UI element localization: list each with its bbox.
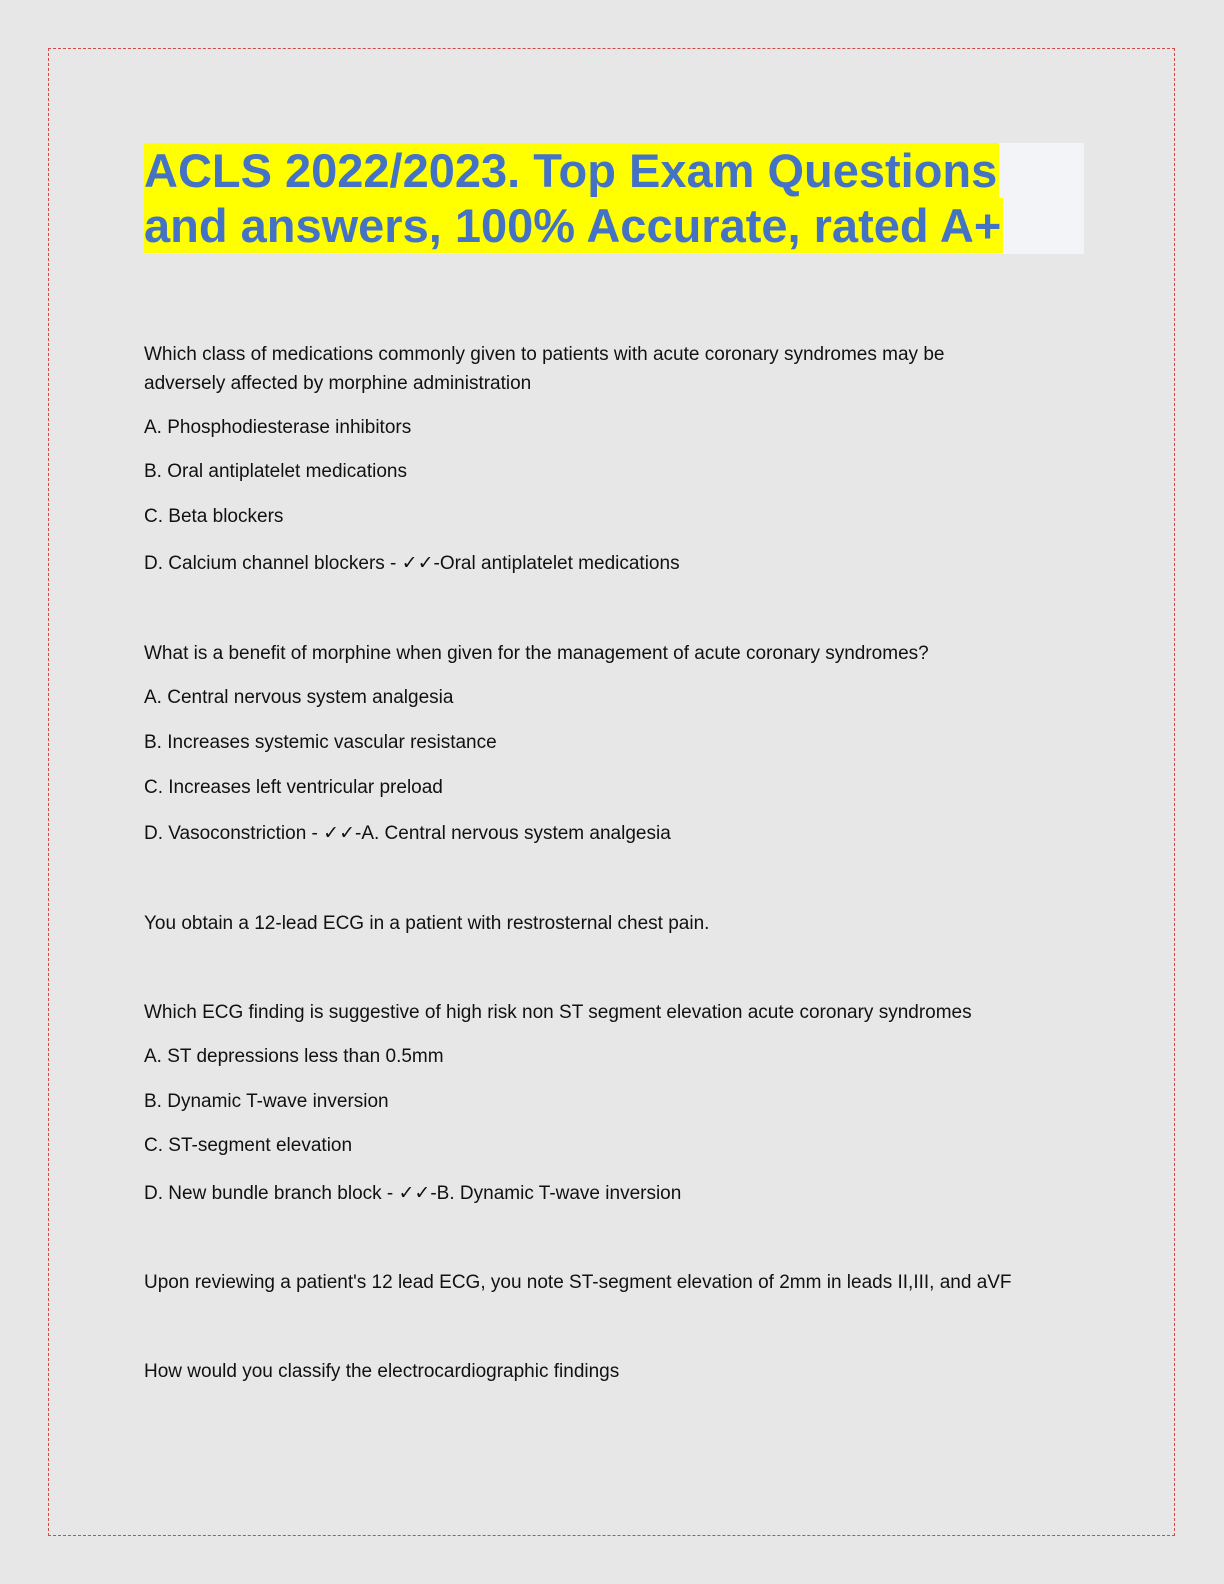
- option-2d: D. Vasoconstriction -: [144, 823, 324, 844]
- option-1b: B. Oral antiplatelet medications: [144, 461, 407, 482]
- option-3d-with-answer: [144, 1179, 681, 1208]
- answer-2: -A. Central nervous system analgesia: [355, 823, 671, 844]
- option-2c: C. Increases left ventricular preload: [144, 777, 443, 798]
- intro-4: Upon reviewing a patient's 12 lead ECG, you note ST-segment elevation of 2mm in leads II,III, and aVF: [144, 1272, 1012, 1293]
- option-2a: A. Central nervous system analgesia: [144, 687, 454, 708]
- question-1: Which class of medications commonly given to patients with acute coronary syndromes may be adversely affected by morphine administration: [144, 344, 945, 394]
- check-icon: ✓✓: [323, 822, 355, 844]
- intro-3: You obtain a 12-lead ECG in a patient with restrosternal chest pain.: [144, 913, 710, 934]
- option-1c: C. Beta blockers: [144, 506, 284, 527]
- answer-1: -Oral antiplatelet medications: [433, 553, 680, 574]
- option-2d-with-answer: [144, 819, 671, 848]
- check-icon: ✓✓: [398, 1182, 431, 1204]
- question-4: How would you classify the electrocardiographic findings: [144, 1361, 620, 1382]
- option-3a: A. ST depressions less than 0.5mm: [144, 1046, 444, 1067]
- answer-3: -B. Dynamic T-wave inversion: [430, 1183, 682, 1204]
- check-icon: ✓✓: [401, 552, 434, 574]
- title-line-2: and answers, 100% Accurate, rated A+: [144, 199, 1002, 252]
- option-3b: B. Dynamic T-wave inversion: [144, 1091, 389, 1112]
- option-1d-with-answer: [144, 549, 680, 578]
- option-1a: A. Phosphodiesterase inhibitors: [144, 417, 412, 438]
- document-title: [144, 143, 1084, 254]
- question-3: Which ECG finding is suggestive of high risk non ST segment elevation acute coronary syndromes: [144, 1002, 972, 1023]
- option-3c: C. ST-segment elevation: [144, 1135, 353, 1156]
- option-1d: D. Calcium channel blockers -: [144, 553, 402, 574]
- option-3d: D. New bundle branch block -: [144, 1183, 399, 1204]
- option-2b: B. Increases systemic vascular resistance: [144, 732, 497, 753]
- title-line-1: ACLS 2022/2023. Top Exam Questions: [144, 144, 998, 197]
- question-2: What is a benefit of morphine when given for the management of acute coronary syndromes?: [144, 643, 929, 664]
